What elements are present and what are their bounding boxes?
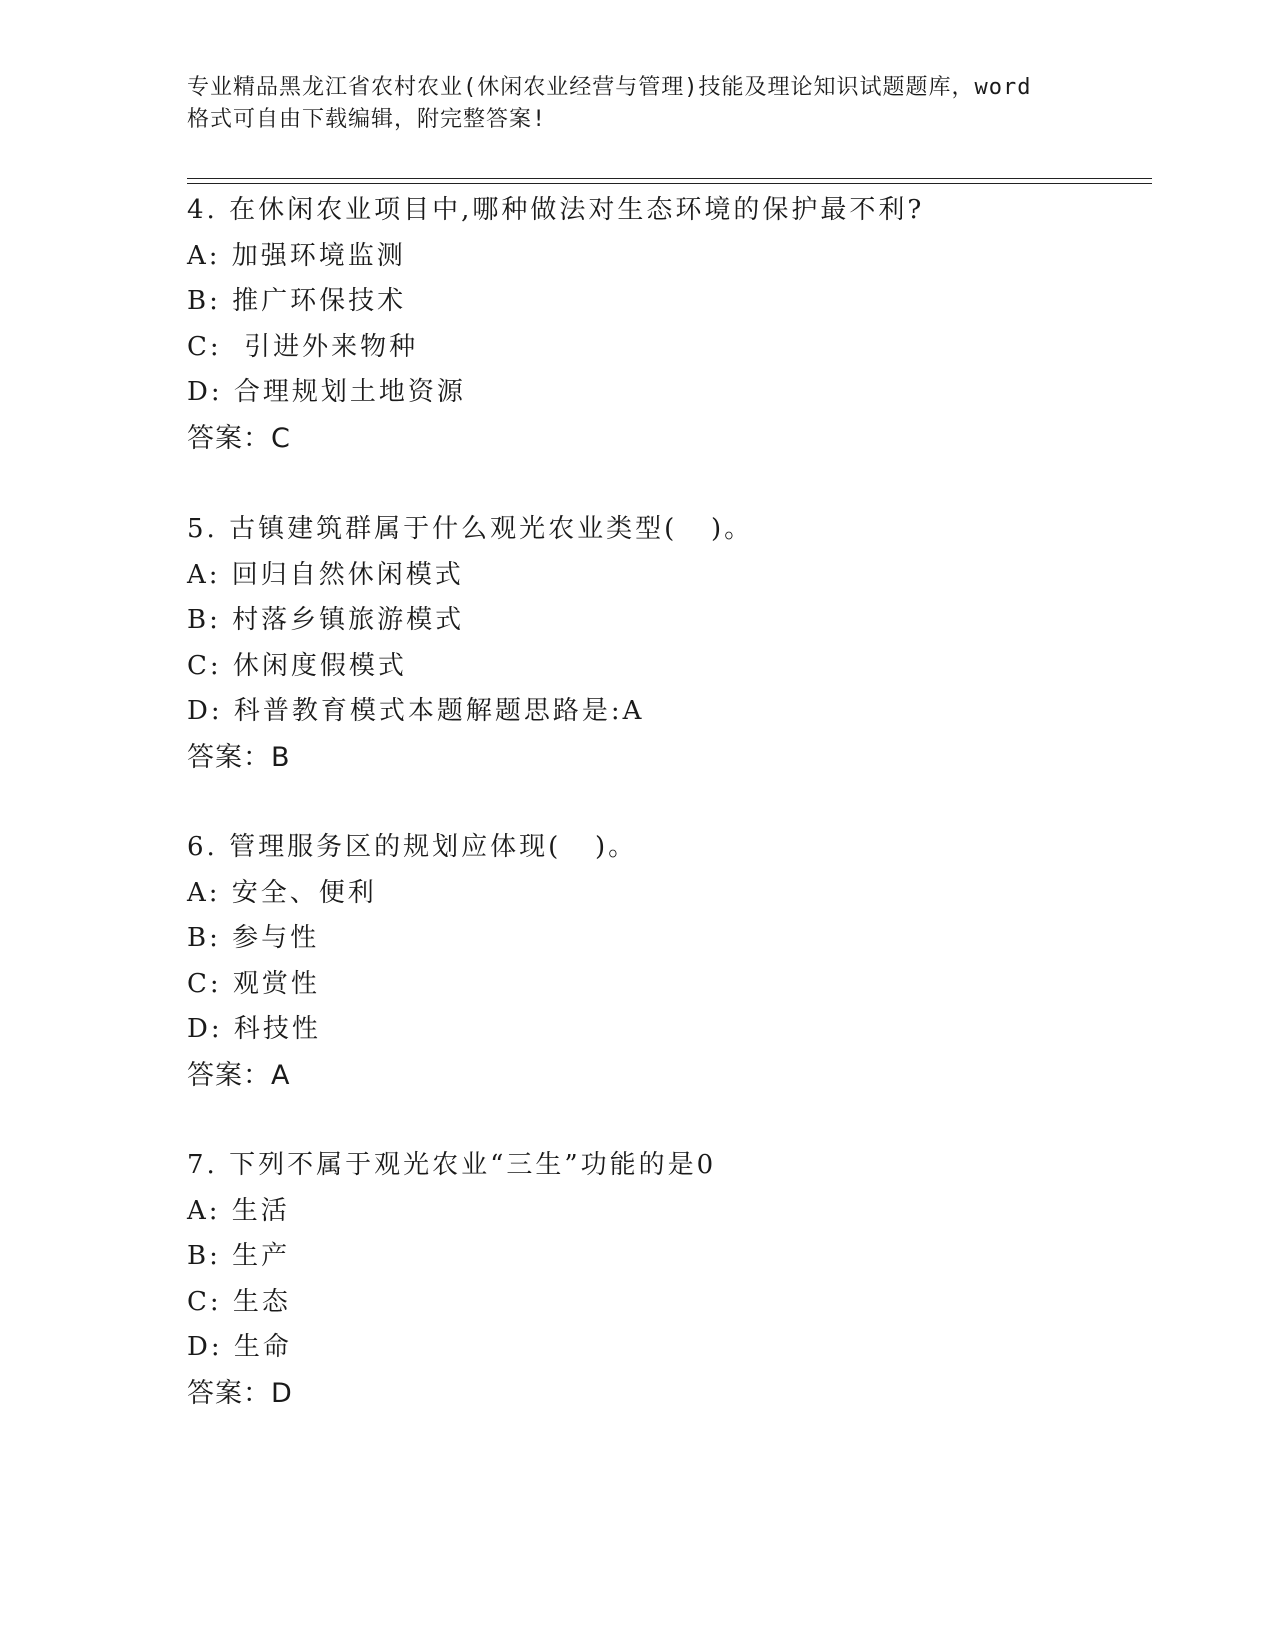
option-d: D: 科技性 (187, 1014, 321, 1044)
question-text: 5. 古镇建筑群属于什么观光农业类型( )。 (187, 514, 754, 544)
question-block (187, 825, 1147, 1098)
header-divider-bottom (187, 183, 1152, 184)
option-a: A: 加强环境监测 (187, 240, 406, 271)
question-block (187, 507, 1147, 780)
option-d: D: 合理规划土地资源 (187, 377, 466, 407)
option-a: A: 安全、便利 (187, 877, 377, 908)
option-b: B: 村落乡镇旅游模式 (187, 605, 465, 635)
question-block (187, 1143, 1147, 1416)
header-divider-top (187, 178, 1152, 179)
answer-text: 答案：D (187, 1377, 293, 1409)
question-text: 4. 在休闲农业项目中,哪种做法对生态环境的保护最不利? (187, 195, 925, 225)
option-d: D: 生命 (187, 1332, 292, 1362)
option-c: C: 引进外来物种 (187, 331, 419, 362)
option-d: D: 科普教育模式本题解题思路是:A (187, 696, 645, 726)
option-c: C: 观赏性 (187, 968, 320, 999)
question-text: 6. 管理服务区的规划应体现( )。 (187, 832, 638, 862)
question-block (187, 188, 1147, 461)
option-b: B: 推广环保技术 (187, 286, 407, 316)
option-c: C: 休闲度假模式 (187, 650, 407, 681)
option-a: A: 回归自然休闲模式 (187, 559, 464, 590)
answer-text: 答案：B (187, 741, 291, 773)
header-line-1: 专业精品黑龙江省农村农业(休闲农业经营与管理)技能及理论知识试题题库，word (187, 75, 1032, 100)
option-b: B: 生产 (187, 1241, 291, 1271)
option-a: A: 生活 (187, 1195, 290, 1226)
option-c: C: 生态 (187, 1286, 291, 1317)
document-header (187, 72, 1087, 136)
header-line-2: 格式可自由下载编辑，附完整答案! (187, 107, 547, 132)
option-b: B: 参与性 (187, 923, 320, 953)
question-text: 7. 下列不属于观光农业“三生”功能的是0 (187, 1150, 717, 1180)
answer-text: 答案：C (187, 422, 291, 454)
answer-text: 答案：A (187, 1059, 291, 1091)
